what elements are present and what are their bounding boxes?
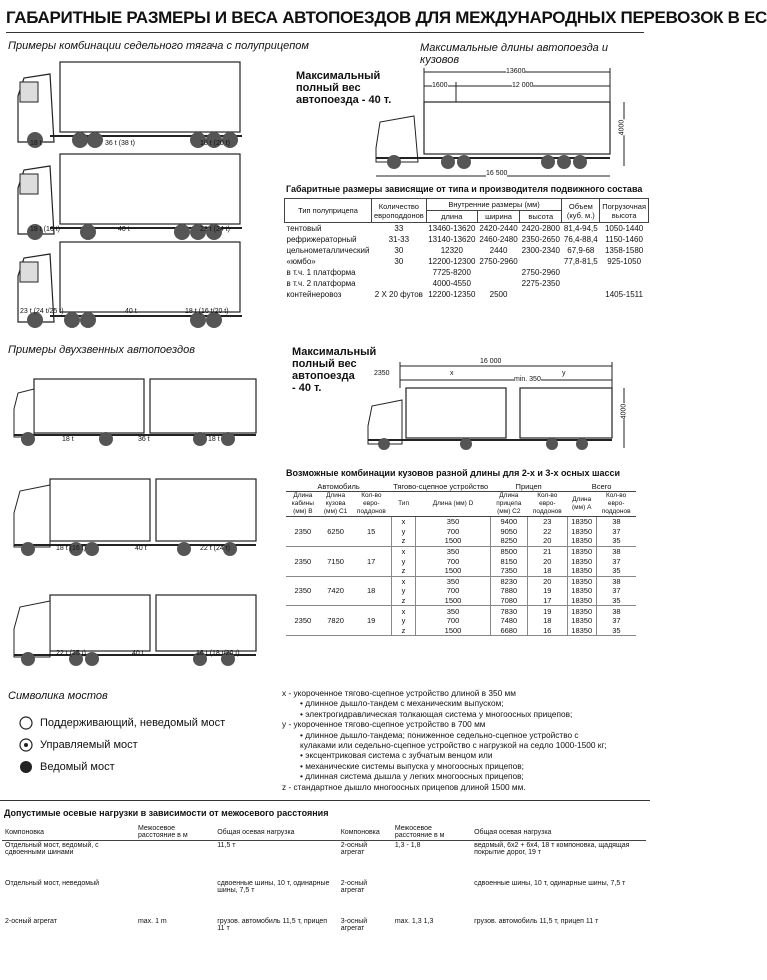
comb-cell: 18350	[567, 576, 596, 586]
comb-table	[286, 482, 636, 636]
comb-cell: 2350	[286, 517, 320, 547]
spec-cell: контейнеровоз	[286, 290, 342, 299]
rt3-label-1: 22 t (25 t)	[56, 650, 86, 657]
spec-cell: 12200-12300	[428, 257, 476, 266]
title-rule	[6, 32, 644, 33]
spec-cell	[600, 278, 649, 289]
axle-cell: 2-осный агрегат	[340, 842, 368, 856]
support-axle-icon	[18, 715, 34, 731]
spec-cell: 2350-2650	[521, 235, 560, 244]
axle-header: Компоновка	[2, 824, 135, 841]
comb-cell: 18350	[567, 606, 596, 616]
semi-dimension-drawing	[370, 62, 630, 184]
comb-col-header: Кол-во евро-поддонов	[527, 492, 567, 517]
comb-cell: 35	[596, 596, 636, 606]
axle-cell	[392, 879, 471, 917]
comb-col-header: Кол-во евро-поддонов	[352, 492, 392, 517]
symbol-steer	[18, 734, 225, 756]
axle-cell: сдвоенные шины, 10 т, одинарные шины, 7,5 т	[217, 880, 330, 894]
spec-col-height: высота	[520, 211, 562, 223]
comb-cell: 7150	[320, 546, 352, 576]
note-line: • электрогидравлическая толкающая система у многоосных прицепов;	[300, 708, 573, 719]
semi3-label-2: 40 t	[125, 308, 137, 315]
comb-cell: 18350	[567, 586, 596, 596]
roadtrain-heading: Примеры двухзвенных автопоездов	[8, 344, 195, 356]
symbol-support	[18, 712, 225, 734]
spec-cell: цельнометаллический	[286, 246, 370, 255]
comb-cell: x	[391, 606, 416, 616]
comb-cell: y	[391, 556, 416, 566]
semi2-label-3: 22 t (24 t)	[200, 226, 230, 233]
rt1-label-1: 18 t	[62, 436, 74, 443]
spec-cell: 2420-2440	[479, 224, 518, 233]
spec-cell	[562, 278, 600, 289]
spec-cell: 1358-1580	[604, 246, 644, 255]
semi1-label-2: 36 t (38 t)	[105, 140, 135, 147]
semi-dimension-svg	[370, 62, 630, 184]
comb-cell: y	[391, 527, 416, 537]
axle-table-body	[2, 841, 646, 956]
spec-cell: 30	[394, 257, 404, 266]
spec-cell: 4000-4550	[432, 279, 471, 288]
note-line: z - стандартное дышло многоосных прицепов длиной 1500 мм.	[282, 781, 526, 792]
symbol-drive-label: Ведомый мост	[40, 761, 115, 773]
comb-cell: x	[391, 546, 416, 556]
semi-heading: Примеры комбинации седельного тягача с полуприцепом	[8, 40, 309, 52]
comb-cell: 7350	[490, 566, 527, 576]
axle-cell: 1,3 - 1,8	[394, 842, 421, 849]
spec-cell: 13140-13620	[428, 235, 476, 244]
comb-heading: Возможные комбинации кузовов разной длины для 2-х и 3-х осных шасси	[286, 468, 621, 478]
comb-cell: 700	[416, 527, 490, 537]
dim2-total: 16 000	[480, 358, 502, 365]
comb-cell: 18350	[567, 546, 596, 556]
spec-row	[285, 278, 649, 289]
max-weight-1-line3: автопоезда - 40 т.	[296, 94, 392, 106]
symbols-heading: Символика мостов	[8, 690, 108, 702]
comb-cell: x	[391, 576, 416, 586]
comb-group-coupling: Тягово-сцепное устройство	[393, 482, 489, 491]
rt3-label-3: 16 t (18 t/20 t)	[196, 650, 240, 657]
note-line: • длинная система дышла у легких многоосных прицепов;	[300, 771, 524, 782]
spec-row	[285, 245, 649, 256]
comb-cell: 18350	[567, 566, 596, 576]
comb-cell: 1500	[416, 566, 490, 576]
spec-col-count: Количество европоддонов	[371, 199, 426, 223]
comb-cell: 15	[352, 517, 392, 547]
comb-cell: 700	[416, 616, 490, 626]
rt2-label-3: 22 t (24 t)	[200, 545, 230, 552]
spec-cell: 76,4-88,4	[563, 235, 598, 244]
spec-col-width: ширина	[477, 211, 519, 223]
comb-cell: 350	[416, 546, 490, 556]
rt1-label-2: 36 t	[138, 436, 150, 443]
max-len-heading: Максимальные длины автопоезда и кузовов	[420, 42, 608, 66]
rt2-label-2: 40 t	[135, 545, 147, 552]
comb-col-header: Кол-во евро-поддонов	[596, 492, 636, 517]
spec-cell: 2500	[489, 290, 508, 299]
axle-header: Компоновка	[338, 824, 392, 841]
spec-cell: рефрижераторный	[286, 235, 357, 244]
max-weight-2-line1: Максимальный	[292, 346, 377, 358]
comb-column-headers	[286, 492, 636, 517]
comb-cell: 18350	[567, 527, 596, 537]
comb-col-header: Длина (мм) D	[416, 492, 490, 517]
comb-row	[286, 576, 636, 586]
comb-cell: 38	[596, 576, 636, 586]
comb-cell: 700	[416, 586, 490, 596]
axle-cell: Отдельный мост, неведомый	[5, 880, 100, 887]
axle-heading: Допустимые осевые нагрузки в зависимости от межосевого расстояния	[4, 808, 329, 818]
comb-cell: 350	[416, 576, 490, 586]
axle-cell: сдвоенные шины, 10 т, одинарные шины, 7,5 т	[474, 880, 626, 887]
comb-cell: 7880	[490, 586, 527, 596]
comb-cell: 7080	[490, 596, 527, 606]
comb-cell: z	[391, 626, 416, 636]
comb-cell: 7480	[490, 616, 527, 626]
steer-axle-icon	[18, 737, 34, 753]
roadtrain-dimension-drawing	[362, 356, 632, 460]
spec-cell: 12320	[440, 246, 463, 255]
spec-cell: 81,4-94,5	[563, 224, 598, 233]
comb-col-header: Тип	[391, 492, 416, 517]
comb-cell: 20	[527, 536, 567, 546]
axle-cell	[135, 879, 214, 917]
spec-cell: 2750-2960	[521, 268, 560, 277]
note-line: х - укороченное тягово-сцепное устройство длиной в 350 мм	[282, 688, 516, 698]
spec-cell: 2 Х 20 футов	[374, 290, 423, 299]
comb-group-auto: Автомобиль	[286, 482, 391, 492]
dim2-x: x	[450, 370, 454, 377]
comb-cell: 18	[527, 616, 567, 626]
axle-header: Межосевое расстояние в м	[392, 824, 471, 841]
comb-col-header: Длина кабины (мм) B	[286, 492, 320, 517]
comb-cell: 37	[596, 556, 636, 566]
spec-cell	[520, 256, 562, 267]
semi1-label-1: 18 t	[30, 140, 42, 147]
comb-cell: 38	[596, 606, 636, 616]
axle-row	[2, 841, 646, 880]
roadtrain-dimension-svg	[362, 356, 632, 460]
spec-cell: 77,8-81,5	[563, 257, 598, 266]
max-weight-2-line3: автопоезда	[292, 370, 355, 382]
axle-cell: грузов. автомобиль 11,5 т, прицеп 11 т	[474, 918, 599, 925]
comb-cell: 18350	[567, 517, 596, 527]
note-line: кулаками или седельно-сцепное устройство с нагрузкой на седло 1000-1500 кг;	[300, 740, 607, 751]
semi3-label-1: 23 t (24 t/25 t)	[20, 308, 64, 315]
semi3-label-3: 18 t (16 t/20 t)	[185, 308, 229, 315]
roadtrain-illustrations	[10, 365, 268, 665]
comb-col-header: Длина прицепа (мм) C2	[490, 492, 527, 517]
semi2-label-2: 40 t	[118, 226, 130, 233]
rt2-label-1: 18 t (16 t)	[56, 545, 86, 552]
axle-cell: max. 1 m	[137, 918, 167, 925]
axle-header: Общая осевая нагрузка	[471, 824, 646, 841]
axle-header-row	[2, 824, 646, 841]
comb-cell: 20	[527, 576, 567, 586]
semi-truck-3	[18, 242, 242, 328]
dim1-body: 12 000	[512, 82, 534, 89]
comb-cell: 37	[596, 527, 636, 537]
comb-row	[286, 606, 636, 616]
comb-cell: 18350	[567, 626, 596, 636]
axle-cell: 2-осный агрегат	[340, 880, 368, 894]
spec-cell	[562, 289, 600, 300]
comb-cell: 2350	[286, 606, 320, 636]
semi2-label-1: 18 t (16 t)	[30, 226, 60, 233]
spec-cell: 925-1050	[607, 257, 642, 266]
axle-header: Межосевое расстояние в м	[135, 824, 214, 841]
axle-cell: Отдельный мост, ведомый, с сдвоенными шинами	[5, 842, 99, 856]
comb-cell: 16	[527, 626, 567, 636]
comb-cell: 7820	[320, 606, 352, 636]
note-line: • длинное дышло-тандема; пониженное седельно-сцепное устройство с	[300, 729, 579, 740]
comb-cell: y	[391, 586, 416, 596]
comb-cell: 8230	[490, 576, 527, 586]
spec-cell: 31-33	[388, 235, 410, 244]
spec-heading: Габаритные размеры зависящие от типа и производителя подвижного состава	[286, 184, 643, 194]
comb-cell: 2350	[286, 546, 320, 576]
dim1-front: 1600	[432, 82, 448, 89]
comb-cell: 350	[416, 517, 490, 527]
comb-cell: 38	[596, 546, 636, 556]
spec-cell: 33	[394, 224, 404, 233]
comb-row	[286, 546, 636, 556]
symbols-list	[18, 712, 225, 778]
axle-cell: 2-осный агрегат	[5, 918, 57, 925]
spec-cell: 1405-1511	[605, 290, 643, 299]
spec-row	[285, 289, 649, 300]
notes	[282, 688, 644, 792]
comb-cell: z	[391, 596, 416, 606]
comb-cell: 6250	[320, 517, 352, 547]
axle-cell: грузов. автомобиль 11,5 т, прицеп 11 т	[217, 918, 328, 932]
comb-col-header: Длина (мм) A	[567, 492, 596, 517]
comb-cell: 18350	[567, 536, 596, 546]
spec-cell	[562, 267, 600, 278]
spec-cell: 12200-12350	[428, 290, 476, 299]
comb-cell: 19	[527, 586, 567, 596]
spec-col-volume: Объем (куб. м.)	[562, 199, 600, 223]
max-weight-1-line1: Максимальный	[296, 70, 381, 82]
axle-cell: max. 1,3 1,3	[394, 918, 434, 925]
semi-truck-illustrations	[10, 56, 268, 326]
comb-cell: 700	[416, 556, 490, 566]
spec-row	[285, 256, 649, 267]
comb-group-trailer: Прицеп	[490, 482, 567, 492]
axle-cell	[135, 841, 214, 880]
spec-cell: в т.ч. 1 платформа	[286, 268, 356, 277]
spec-row	[285, 267, 649, 278]
dim2-y: y	[562, 370, 566, 377]
max-weight-1-line2: полный вес	[296, 82, 361, 94]
comb-row	[286, 517, 636, 527]
spec-cell: 13460-13620	[428, 224, 476, 233]
dim2-cab: 2350	[374, 370, 390, 377]
comb-cell: 9050	[490, 527, 527, 537]
semi1-label-3: 18 t (20 t)	[200, 140, 230, 147]
comb-cell: 18350	[567, 616, 596, 626]
axle-row	[2, 879, 646, 917]
spec-cell: 1050-1440	[604, 224, 644, 233]
semi-truck-1	[18, 62, 242, 148]
page-title: ГАБАРИТНЫЕ РАЗМЕРЫ И ВЕСА АВТОПОЕЗДОВ ДЛЯ МЕЖДУНАРОДНЫХ ПЕРЕВОЗОК В ЕС	[6, 8, 767, 27]
comb-cell: 6680	[490, 626, 527, 636]
spec-col-load: Погрузочная высота	[600, 199, 649, 223]
spec-cell: 2460-2480	[479, 235, 518, 244]
symbol-steer-label: Управляемый мост	[40, 739, 138, 751]
spec-cell: 7725-8200	[432, 268, 471, 277]
comb-cell: 1500	[416, 626, 490, 636]
spec-cell: в т.ч. 2 платформа	[286, 279, 356, 288]
spec-table-body	[285, 223, 649, 301]
comb-cell: y	[391, 616, 416, 626]
spec-cell: 2275-2350	[521, 279, 560, 288]
spec-cell: 1150-1460	[605, 235, 643, 244]
axle-table	[2, 824, 646, 955]
comb-cell: 35	[596, 566, 636, 576]
max-weight-2-line2: полный вес	[292, 358, 357, 370]
comb-cell: 18	[352, 576, 392, 606]
comb-cell: 35	[596, 536, 636, 546]
spec-cell: тентовый	[286, 224, 322, 233]
spec-col-inner: Внутренние размеры (мм)	[426, 199, 562, 211]
spec-cell	[371, 278, 426, 289]
rt1-label-3: 18 t	[208, 436, 220, 443]
comb-cell: z	[391, 566, 416, 576]
comb-cell: 35	[596, 626, 636, 636]
spec-cell	[600, 267, 649, 278]
comb-cell: 23	[527, 517, 567, 527]
spec-col-length: длина	[426, 211, 477, 223]
comb-cell: 8500	[490, 546, 527, 556]
comb-cell: 19	[352, 606, 392, 636]
axle-header: Общая осевая нагрузка	[214, 824, 338, 841]
spec-cell: 67,9-68	[567, 246, 595, 255]
symbol-drive	[18, 756, 225, 778]
spec-cell	[371, 267, 426, 278]
note-line: • механические системы выпуска у многоосных прицепов;	[300, 760, 524, 771]
comb-cell: 18	[527, 566, 567, 576]
comb-cell: 22	[527, 527, 567, 537]
note-line: • эксцентриковая система с зубчатым венцом или	[300, 750, 493, 761]
comb-cell: 8250	[490, 536, 527, 546]
comb-col-header: Длина кузова (мм) C1	[320, 492, 352, 517]
axle-rule	[0, 800, 650, 801]
comb-cell: 20	[527, 556, 567, 566]
comb-cell: z	[391, 536, 416, 546]
spec-row	[285, 223, 649, 235]
comb-cell: 37	[596, 586, 636, 596]
comb-cell: 8150	[490, 556, 527, 566]
comb-cell: 19	[527, 606, 567, 616]
axle-row	[2, 917, 646, 955]
dim1-total: 13600	[506, 68, 526, 75]
spec-cell: 2440	[489, 246, 508, 255]
comb-cell: 38	[596, 517, 636, 527]
comb-cell: 7830	[490, 606, 527, 616]
comb-cell: 2350	[286, 576, 320, 606]
spec-cell	[477, 267, 519, 278]
dim1-height: 4000	[618, 119, 626, 136]
comb-cell: 17	[527, 596, 567, 606]
comb-cell: 21	[527, 546, 567, 556]
comb-cell: 1500	[416, 536, 490, 546]
comb-table-body	[286, 517, 636, 636]
axle-cell: 11,5 т	[217, 842, 236, 849]
drive-axle-icon	[18, 759, 34, 775]
comb-group-total: Всего	[567, 482, 636, 492]
comb-cell: 37	[596, 616, 636, 626]
spec-cell	[520, 289, 562, 300]
axle-cell: ведомый, 6х2 + 6х4, 18 т компоновка, щадящая покрытие дорог, 19 т	[474, 842, 630, 856]
roadtrain-drawings	[10, 365, 268, 665]
symbol-support-label: Поддерживающий, неведомый мост	[40, 717, 226, 729]
spec-row	[285, 234, 649, 245]
axle-cell: 3-осный агрегат	[340, 918, 368, 932]
comb-cell: 7420	[320, 576, 352, 606]
spec-cell	[477, 278, 519, 289]
spec-cell: 30	[394, 246, 404, 255]
comb-cell: 17	[352, 546, 392, 576]
spec-cell: 2420-2800	[521, 224, 560, 233]
max-weight-2-line4: - 40 т.	[292, 382, 322, 394]
note-line: • длинное дышло-тандем с механическим выпуском;	[300, 698, 504, 709]
spec-cell: 2750-2960	[479, 257, 518, 266]
comb-cell: 1500	[416, 596, 490, 606]
comb-cell: x	[391, 517, 416, 527]
semi-truck-drawings	[10, 56, 268, 326]
dim2-height: 4000	[620, 403, 628, 420]
rt3-label-2: 40 t	[132, 650, 144, 657]
comb-cell: 18350	[567, 596, 596, 606]
comb-cell: 9400	[490, 517, 527, 527]
note-line: у - укороченное тягово-сцепное устройство в 700 мм	[282, 719, 486, 730]
spec-cell: «юмбо»	[286, 257, 316, 266]
spec-table	[284, 198, 649, 300]
dim2-min: min. 350	[514, 376, 541, 383]
comb-cell: 350	[416, 606, 490, 616]
dim1-base: 16 500	[486, 170, 508, 177]
spec-col-type: Тип полуприцепа	[285, 199, 372, 223]
spec-cell: 2300-2340	[521, 246, 560, 255]
comb-cell: 18350	[567, 556, 596, 566]
